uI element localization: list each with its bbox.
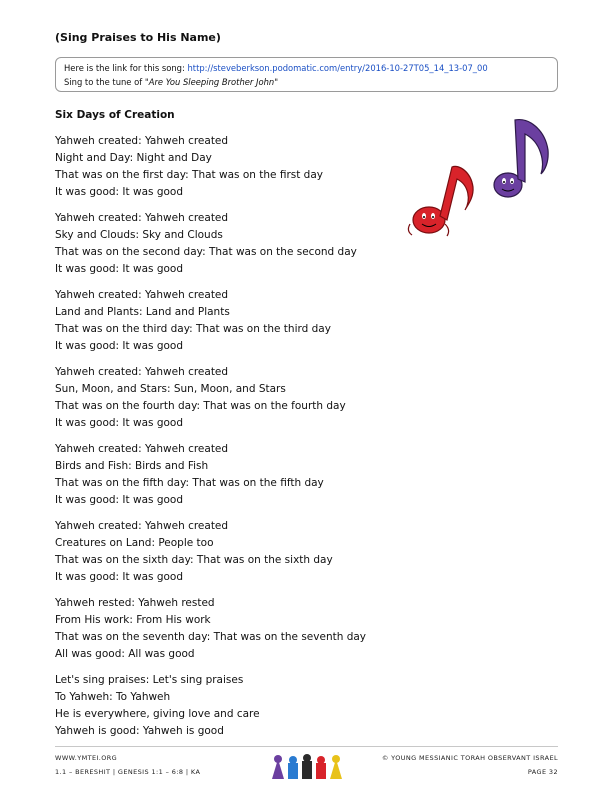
music-notes-icon bbox=[407, 112, 557, 247]
footer-divider bbox=[55, 746, 558, 747]
lyric-line: That was on the fourth day: That was on the fourth day bbox=[55, 400, 346, 412]
verse bbox=[55, 595, 415, 663]
lyrics bbox=[55, 133, 415, 749]
verse bbox=[55, 210, 415, 278]
lyric-line: Sky and Clouds: Sky and Clouds bbox=[55, 229, 223, 241]
lyric-line: Yahweh created: Yahweh created bbox=[55, 135, 229, 147]
purple-music-note-icon bbox=[494, 120, 548, 197]
verse bbox=[55, 287, 415, 355]
footer-lesson: 1.1 – BERESHIT | GENESIS 1:1 – 6:8 | KA bbox=[55, 768, 201, 776]
lyric-line: Yahweh created: Yahweh created bbox=[55, 289, 229, 301]
verse bbox=[55, 133, 415, 201]
lyric-line: That was on the seventh day: That was on the seventh day bbox=[55, 631, 367, 643]
tune-prefix: Sing to the tune of bbox=[64, 77, 145, 87]
lyric-line: It was good: It was good bbox=[55, 571, 183, 583]
red-music-note-icon bbox=[408, 166, 473, 236]
lyric-line: All was good: All was good bbox=[55, 648, 195, 660]
lyric-line: It was good: It was good bbox=[55, 417, 183, 429]
song-link[interactable]: http://steveberkson.podomatic.com/entry/2016-10-27T05_14_13-07_00 bbox=[187, 63, 488, 73]
lyric-line: Yahweh created: Yahweh created bbox=[55, 366, 229, 378]
lyric-line: It was good: It was good bbox=[55, 263, 183, 275]
footer-page-number: PAGE 32 bbox=[527, 768, 558, 776]
tune-name: "Are You Sleeping Brother John" bbox=[144, 77, 279, 87]
verse bbox=[55, 518, 415, 586]
song-link-box bbox=[55, 57, 558, 92]
lyric-line: That was on the fifth day: That was on the fifth day bbox=[55, 477, 324, 489]
verse bbox=[55, 441, 415, 509]
page-title: (Sing Praises to His Name) bbox=[55, 31, 221, 44]
lyric-line: Sun, Moon, and Stars: Sun, Moon, and Stars bbox=[55, 383, 286, 395]
logo-figures-icon bbox=[268, 753, 348, 781]
lyric-line: It was good: It was good bbox=[55, 186, 183, 198]
lyric-line: That was on the third day: That was on the third day bbox=[55, 323, 331, 335]
link-prefix: Here is the link for this song: bbox=[64, 63, 188, 73]
lyric-line: Land and Plants: Land and Plants bbox=[55, 306, 230, 318]
lyric-line: Let's sing praises: Let's sing praises bbox=[55, 674, 244, 686]
footer-copyright: © YOUNG MESSIANIC TORAH OBSERVANT ISRAEL bbox=[381, 754, 558, 762]
lyric-line: Yahweh created: Yahweh created bbox=[55, 520, 229, 532]
lyric-line: That was on the second day: That was on the second day bbox=[55, 246, 357, 258]
lyric-line: Birds and Fish: Birds and Fish bbox=[55, 460, 209, 472]
lyric-line: That was on the first day: That was on the first day bbox=[55, 169, 323, 181]
lyric-line: Yahweh is good: Yahweh is good bbox=[55, 725, 224, 737]
lyric-line: Yahweh created: Yahweh created bbox=[55, 443, 229, 455]
lyric-line: Yahweh rested: Yahweh rested bbox=[55, 597, 215, 609]
verse bbox=[55, 364, 415, 432]
lyric-line: Night and Day: Night and Day bbox=[55, 152, 212, 164]
tune-line bbox=[64, 75, 549, 89]
lyric-line: Creatures on Land: People too bbox=[55, 537, 214, 549]
link-line bbox=[64, 61, 549, 75]
lyric-line: Yahweh created: Yahweh created bbox=[55, 212, 229, 224]
section-title: Six Days of Creation bbox=[55, 109, 175, 121]
lyric-line: To Yahweh: To Yahweh bbox=[55, 691, 171, 703]
lyric-line: It was good: It was good bbox=[55, 340, 183, 352]
footer-website: WWW.YMTEI.ORG bbox=[55, 754, 118, 762]
lyric-line: From His work: From His work bbox=[55, 614, 211, 626]
lyric-line: It was good: It was good bbox=[55, 494, 183, 506]
lyric-line: That was on the sixth day: That was on the sixth day bbox=[55, 554, 333, 566]
verse bbox=[55, 672, 415, 740]
lyric-line: He is everywhere, giving love and care bbox=[55, 708, 260, 720]
